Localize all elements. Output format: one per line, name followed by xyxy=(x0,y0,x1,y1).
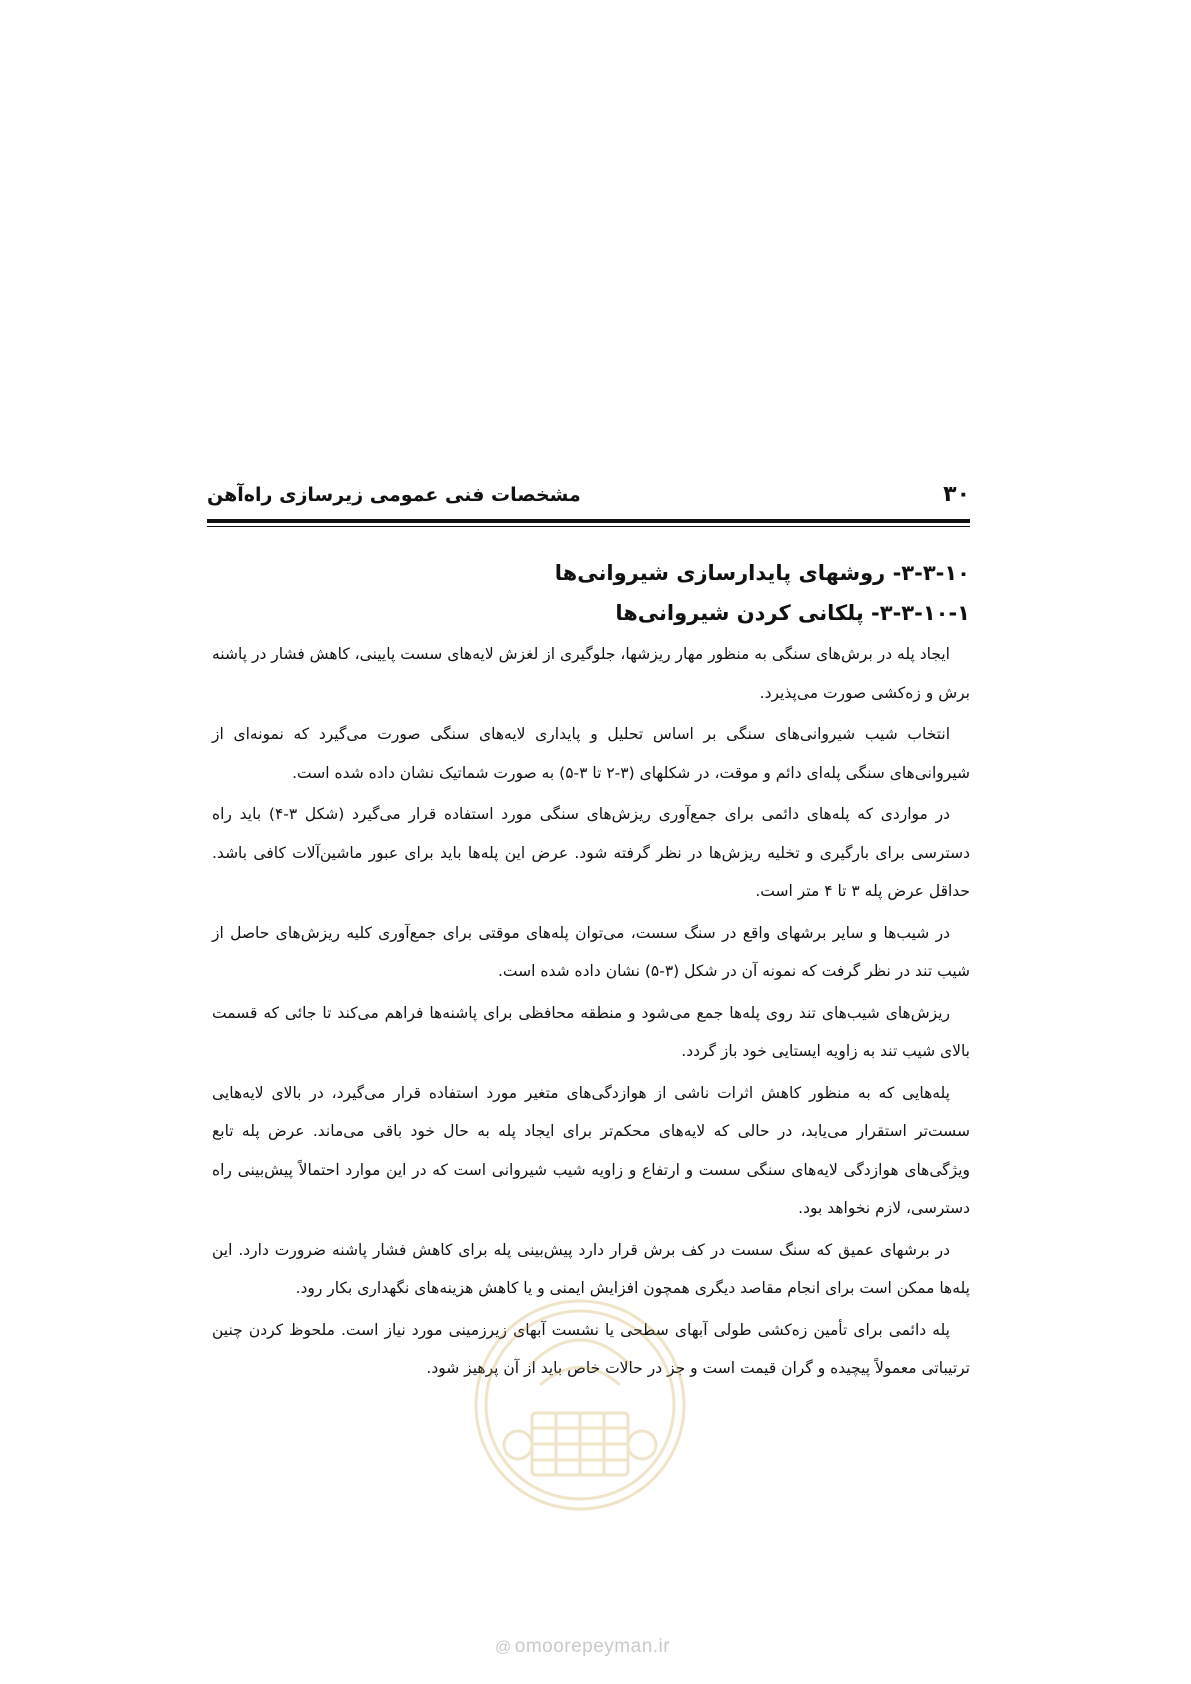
paragraph-1: ایجاد پله در برش‌های سنگی به منظور مهار ریزشها، جلوگیری از لغزش لایه‌های سست پایینی، کاهش فشار در پاشنه برش و زه‌کشی صورت می‌پذیرد. xyxy=(212,645,970,702)
at-icon: @ xyxy=(495,1639,512,1656)
paragraph-6: پله‌هایی که به منظور کاهش اثرات ناشی از هوازدگی‌های متغیر مورد استفاده قرار می‌گیرد، در بالای لایه‌هایی سست‌تر استقرار می‌یابد، در حالی که لایه‌های محکم‌تر برای ایجاد پله به حال خود باقی می‌ماند. عرض پله تابع ویژگی‌های هوازدگی لایه‌های سنگی سست و ارتفاع و زاویه شیب شیروانی است که در این موارد احتمالاً پیش‌بینی راه دسترسی، لازم نخواهد بود. xyxy=(212,1083,970,1217)
paragraph-7: در برشهای عمیق که سنگ سست در کف برش قرار دارد پیش‌بینی پله برای کاهش فشار پاشنه ضرورت دارد. این پله‌ها ممکن است برای انجام مقاصد دیگری همچون افزایش ایمنی و یا کاهش هزینه‌های نگهداری بکار رود. xyxy=(212,1240,970,1297)
paragraph-8: پله دائمی برای تأمین زه‌کشی طولی آبهای سطحی یا نشست آبهای زیرزمینی مورد نیاز است. ملحوظ کردن چنین ترتیباتی معمولاً پیچیده و گران قیمت است و جز در حالات خاص باید از آن پرهیز شود. xyxy=(212,1320,970,1377)
paragraph-4: در شیب‌ها و سایر برشهای واقع در سنگ سست، می‌توان پله‌های موقتی برای جمع‌آوری کلیه ریزش‌های حاصل از شیب تند در نظر گرفت که نمونه آن در شکل (۳-۵) نشان داده شده است. xyxy=(212,923,970,980)
main-content xyxy=(212,553,970,1388)
watermark-url xyxy=(495,1636,670,1658)
section-heading: ۳-۳-۱۰- روشهای پایدارسازی شیروانی‌ها xyxy=(554,561,970,585)
header-rule-thin xyxy=(207,526,970,527)
page-number: ۳۰ xyxy=(943,482,970,507)
paragraph-5: ریزش‌های شیب‌های تند روی پله‌ها جمع می‌شود و منطقه محافظی برای پاشنه‌ها فراهم می‌کند تا جائی که قسمت بالای شیب تند به زاویه ایستایی خود باز گردد. xyxy=(212,1003,970,1060)
watermark-url-text: omoorepeyman.ir xyxy=(514,1636,671,1657)
running-title: مشخصات فنی عمومی زیرسازی راه‌آهن xyxy=(207,484,581,506)
section-subheading: ۳-۳-۱۰-۱- پلکانی کردن شیروانی‌ها xyxy=(615,601,970,625)
paragraph-3: در مواردی که پله‌های دائمی برای جمع‌آوری ریزش‌های سنگی مورد استفاده قرار می‌گیرد (شکل ۳-۴) باید راه دسترسی برای بارگیری و تخلیه ریزش‌ها در نظر گرفته شود. عرض این پله‌ها باید برای عبور ماشین‌آلات کافی باشد. حداقل عرض پله ۳ تا ۴ متر است. xyxy=(212,805,970,900)
header-rule-thick xyxy=(207,519,970,523)
paragraph-2: انتخاب شیب شیروانی‌های سنگی بر اساس تحلیل و پایداری لایه‌های سنگی صورت می‌گیرد که نمونه‌ای از شیروانی‌های سنگی پله‌ای دائم و موقت، در شکلهای (۳-۲ تا ۳-۵) به صورت شماتیک نشان داده شده است. xyxy=(212,725,970,782)
page-header xyxy=(207,480,970,518)
section-headings xyxy=(212,553,970,633)
